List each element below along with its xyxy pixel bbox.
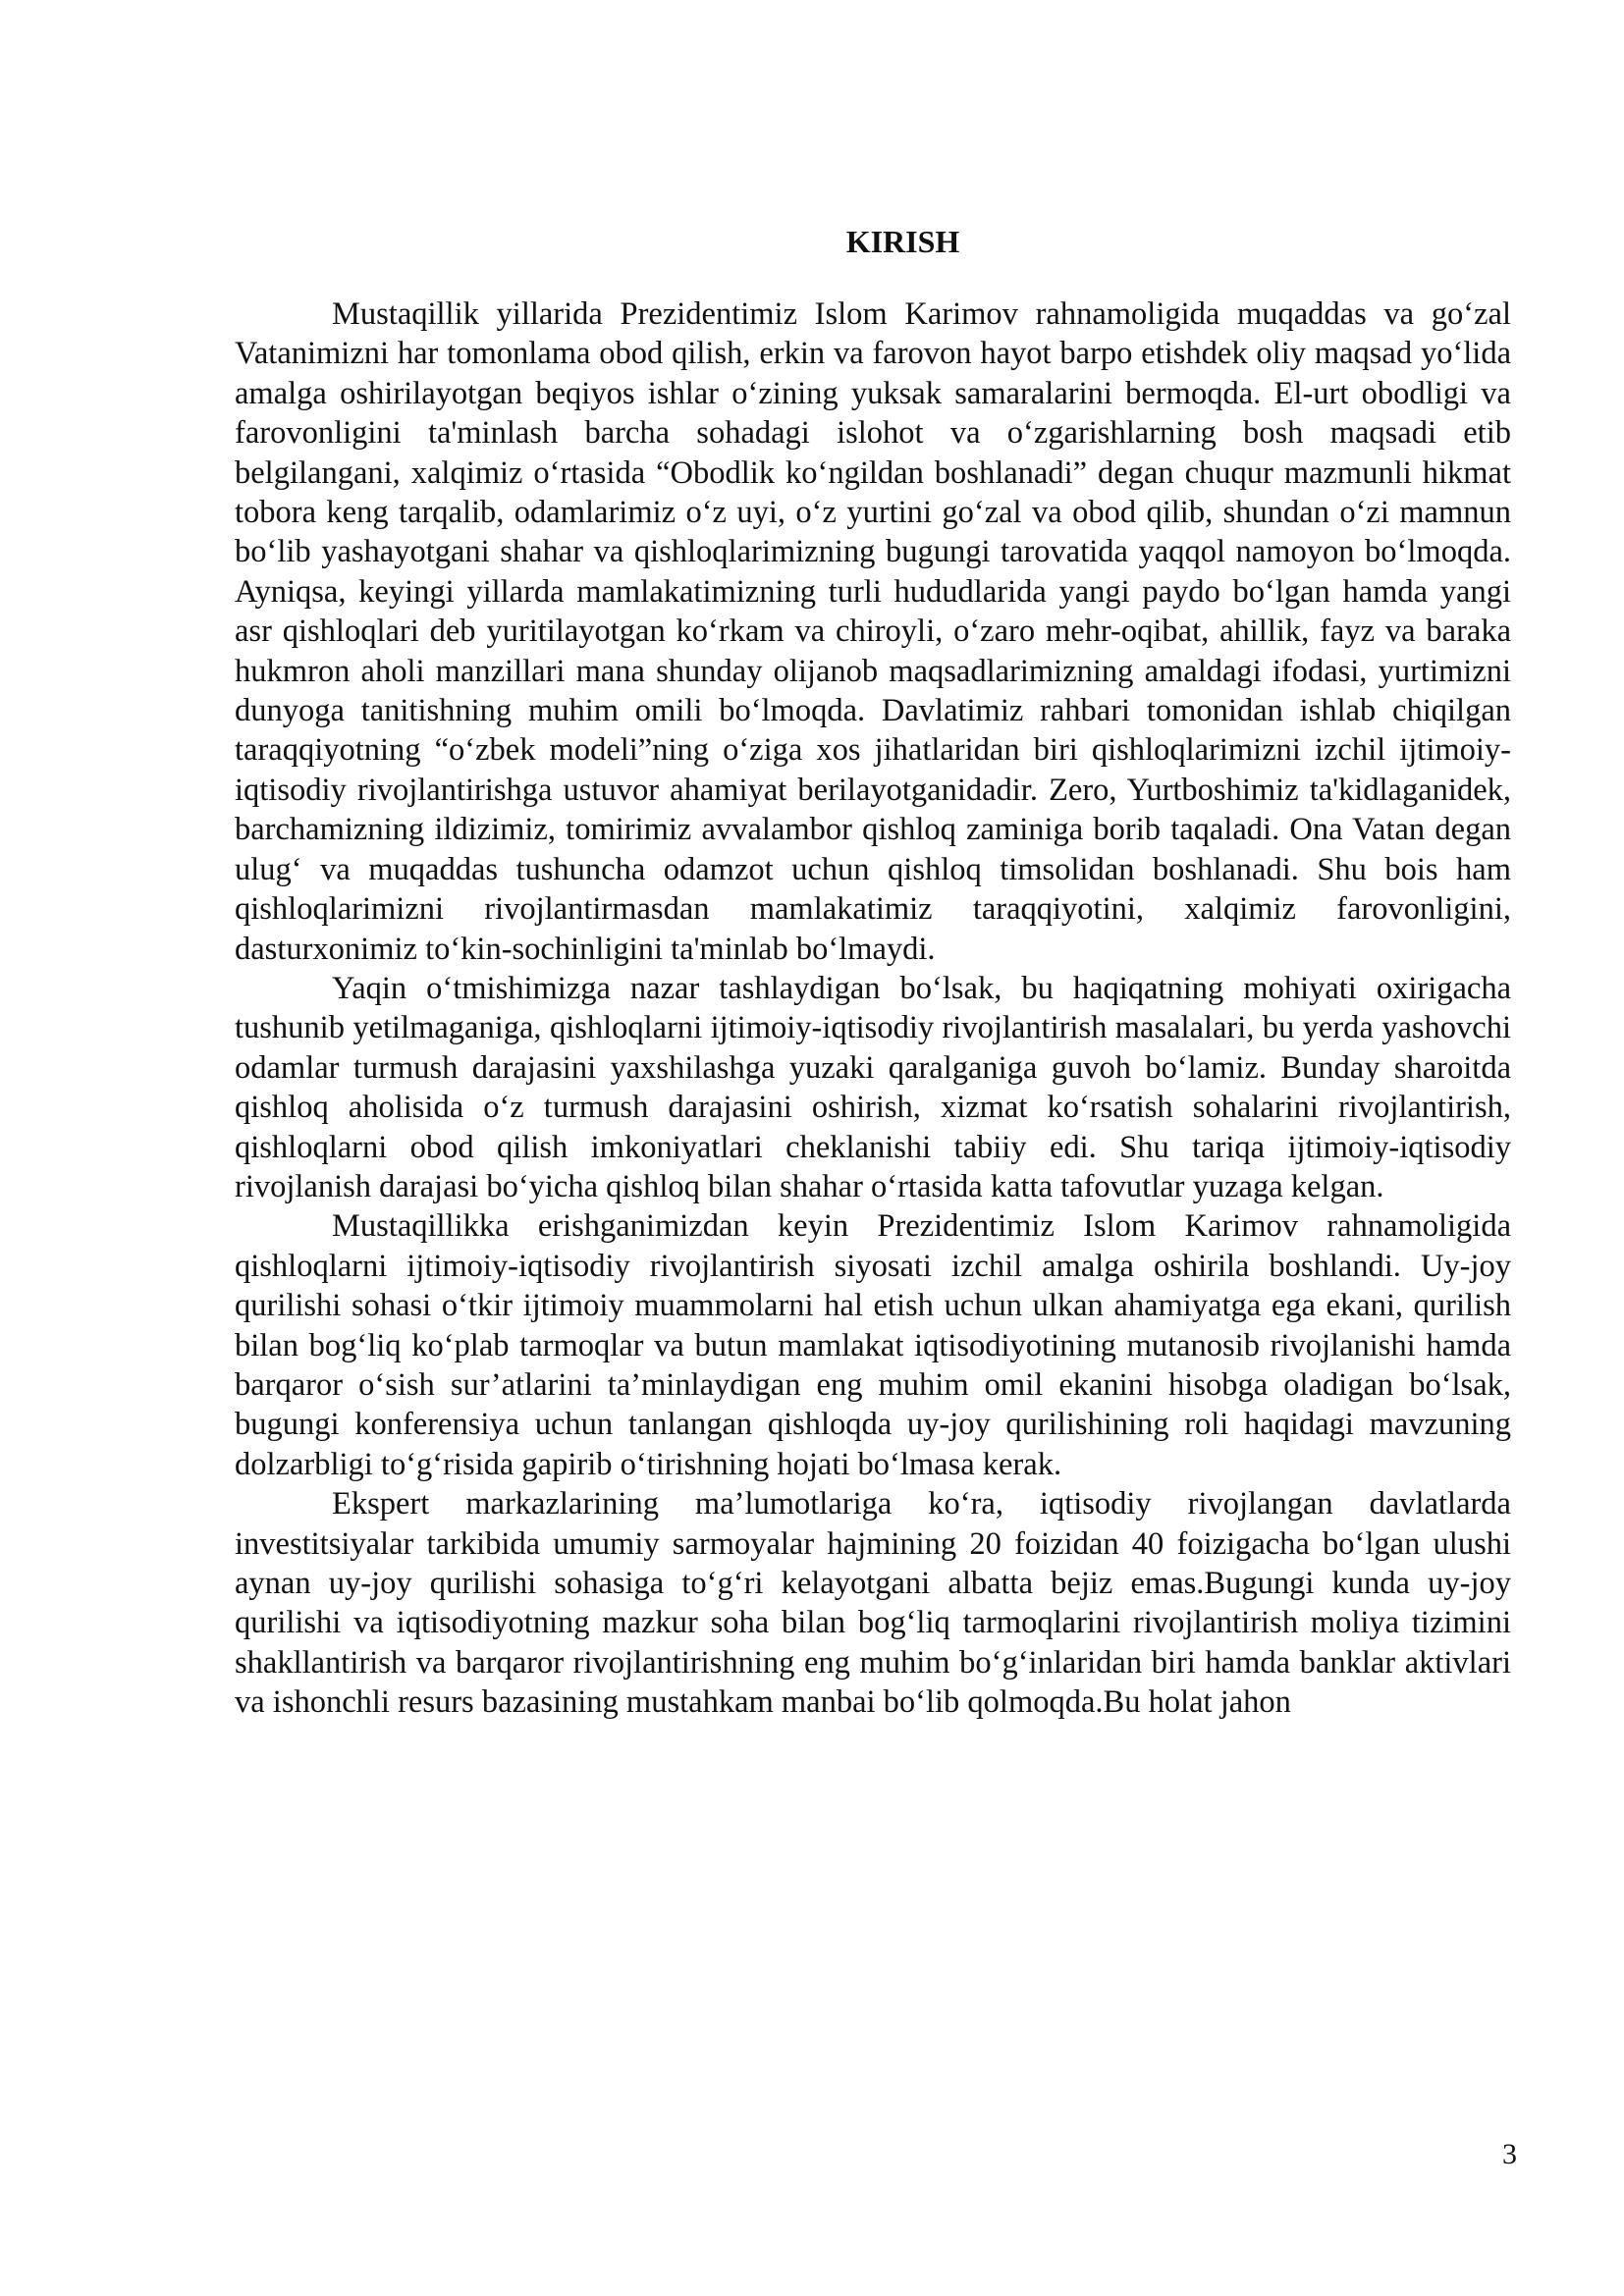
document-body (235, 294, 1511, 1723)
paragraph: Mustaqillik yillarida Prezidentimiz Islom Karimov rahnamoligida muqaddas va go‘zal Vatanimizni har tomonlama obod qilish, erkin va farovon hayot barpo etishdek oliy maqsad yo‘lida amalga oshirilayotgan beqiyos ishlar o‘zining yuksak samaralarini bermoqda. El-urt obodligi va farovonligini ta'minlash barcha sohadagi islohot va o‘zgarishlarning bosh maqsadi etib belgilangani, xalqimiz o‘rtasida “Obodlik ko‘ngildan boshlanadi” degan chuqur mazmunli hikmat tobora keng tarqalib, odamlarimiz o‘z uyi, o‘z yurtini go‘zal va obod qilib, shundan o‘zi mamnun bo‘lib yashayotgani shahar va qishloqlarimizning bugungi tarovatida yaqqol namoyon bo‘lmoqda. Ayniqsa, keyingi yillarda mamlakatimizning turli hududlarida yangi paydo bo‘lgan hamda yangi asr qishloqlari deb yuritilayotgan ko‘rkam va chiroyli, o‘zaro mehr-oqibat, ahillik, fayz va baraka hukmron aholi manzillari mana shunday olijanob maqsadlarimizning amaldagi ifodasi, yurtimizni dunyoga tanitishning muhim omili bo‘lmoqda. Davlatimiz rahbari tomonidan ishlab chiqilgan taraqqiyotning “o‘zbek modeli”ning o‘ziga xos jihatlaridan biri qishloqlarimizni izchil ijtimoiy-iqtisodiy rivojlantirishga ustuvor ahamiyat berilayotganidadir. Zero, Yurtboshimiz ta'kidlaganidek, barchamizning ildizimiz, tomirimiz avvalambor qishloq zaminiga borib taqaladi. Ona Vatan degan ulug‘ va muqaddas tushuncha odamzot uchun qishloq timsolidan boshlanadi. Shu bois ham qishloqlarimizni rivojlantirmasdan mamlakatimiz taraqqiyotini, xalqimiz farovonligini, dasturxonimiz to‘kin-sochinligini ta'minlab bo‘lmaydi. (235, 296, 1511, 967)
paragraph: Mustaqillikka erishganimizdan keyin Prezidentimiz Islom Karimov rahnamoligida qishloqlarni ijtimoiy-iqtisodiy rivojlantirish siyosati izchil amalga oshirila boshlandi. Uy-joy qurilishi sohasi o‘tkir ijtimoiy muammolarni hal etish uchun ulkan ahamiyatga ega ekani, qurilish bilan bog‘liq ko‘plab tarmoqlar va butun mamlakat iqtisodiyotining mutanosib rivojlanishi hamda barqaror o‘sish sur’atlarini ta’minlaydigan eng muhim omil ekanini hisobga oladigan bo‘lsak, bugungi konferensiya uchun tanlangan qishloqda uy-joy qurilishining roli haqidagi mavzuning dolzarbligi to‘g‘risida gapirib o‘tirishning hojati bo‘lmasa kerak. (235, 1208, 1511, 1482)
page-heading: KIRISH (845, 224, 960, 259)
page-number: 3 (1502, 2138, 1517, 2170)
paragraph: Ekspert markazlarining ma’lumotlariga ko‘ra, iqtisodiy rivojlangan davlatlarda investitsiyalar tarkibida umumiy sarmoyalar hajmining 20 foizidan 40 foizigacha bo‘lgan ulushi aynan uy-joy qurilishi sohasiga to‘g‘ri kelayotgani albatta bejiz emas.Bugungi kunda uy-joy qurilishi va iqtisodiyotning mazkur soha bilan bog‘liq tarmoqlarini rivojlantirish moliya tizimini shakllantirish va barqaror rivojlantirishning eng muhim bo‘g‘inlaridan biri hamda banklar aktivlari va ishonchli resurs bazasining mustahkam manbai bo‘lib qolmoqda.Bu holat jahon (235, 1486, 1511, 1721)
paragraph: Yaqin o‘tmishimizga nazar tashlaydigan bo‘lsak, bu haqiqatning mohiyati oxirigacha tushunib yetilmaganiga, qishloqlarni ijtimoiy-iqtisodiy rivojlantirish masalalari, bu yerda yashovchi odamlar turmush darajasini yaxshilashga yuzaki qaralganiga guvoh bo‘lamiz. Bunday sharoitda qishloq aholisida o‘z turmush darajasini oshirish, xizmat ko‘rsatish sohalarini rivojlantirish, qishloqlarni obod qilish imkoniyatlari cheklanishi tabiiy edi. Shu tariqa ijtimoiy-iqtisodiy rivojlanish darajasi bo‘yicha qishloq bilan shahar o‘rtasida katta tafovutlar yuzaga kelgan. (235, 970, 1511, 1204)
